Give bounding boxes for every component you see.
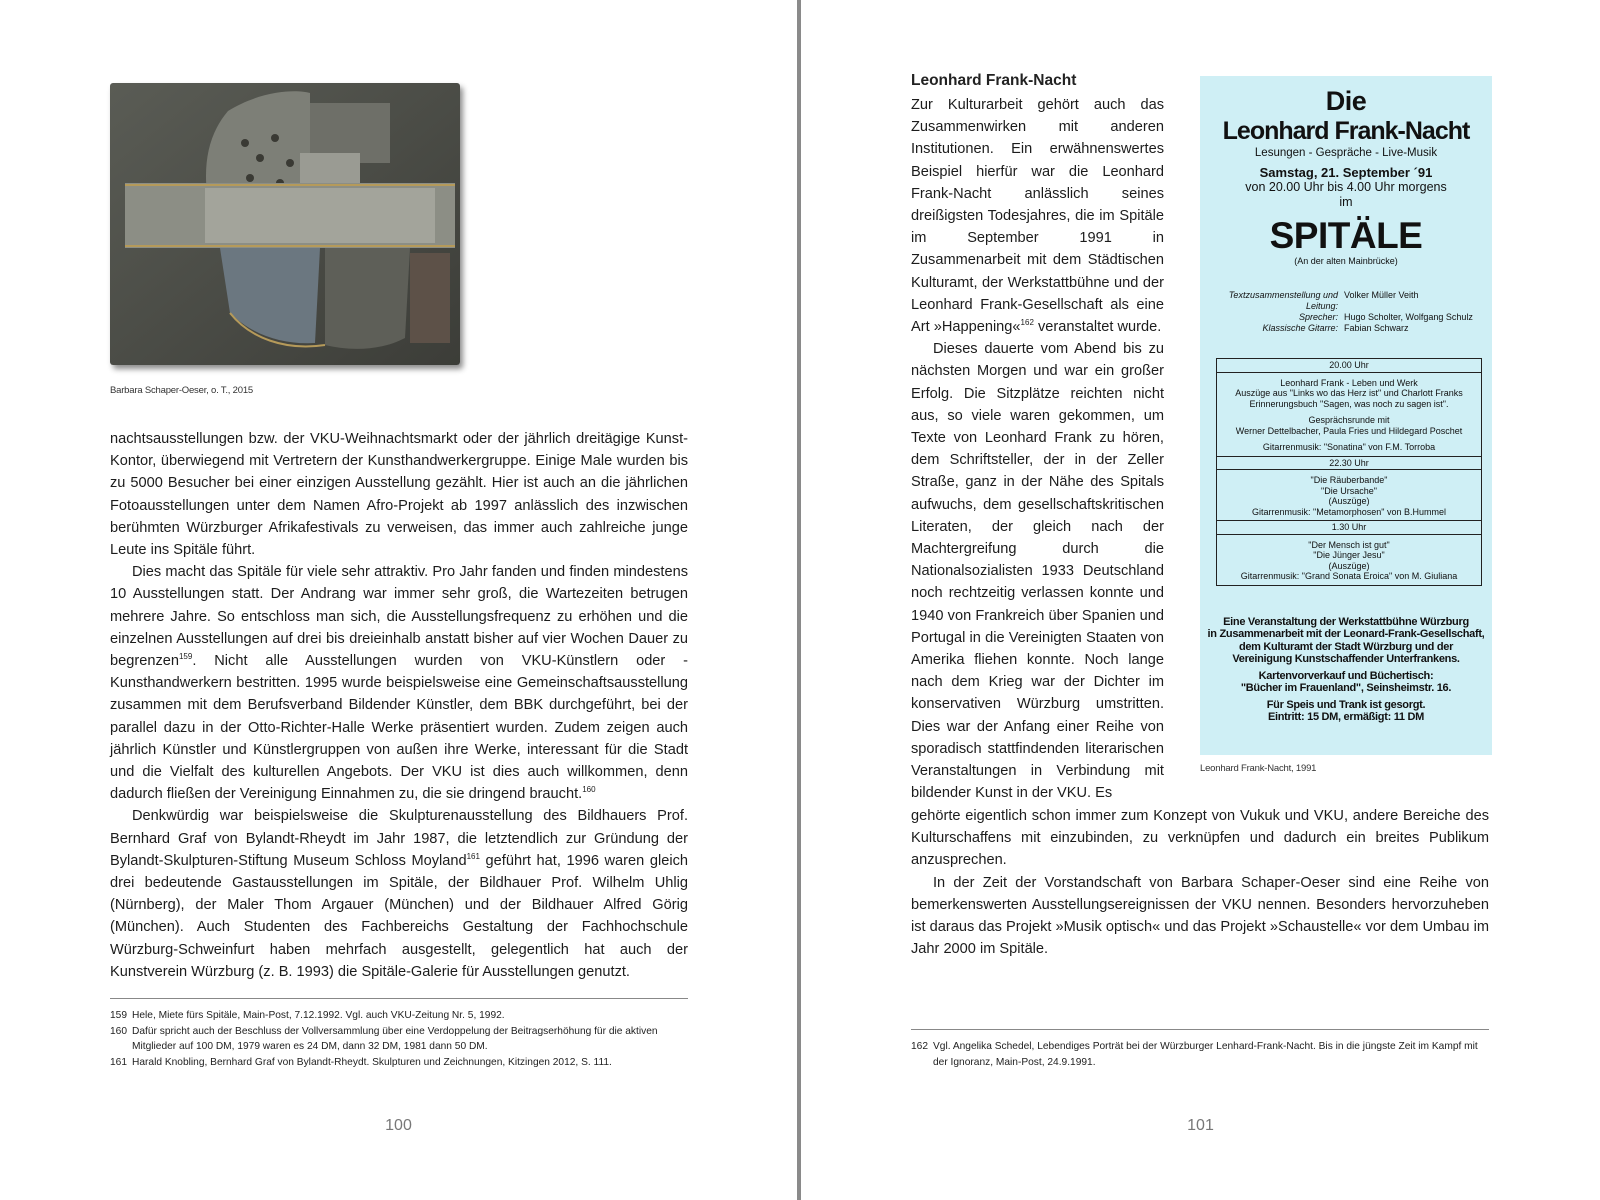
paragraph: In der Zeit der Vorstandschaft von Barbara Schaper-Oeser sind eine Reihe von bemerkenswerten Ausstellungsereignissen der VKU nennen. Besonders hervorzuheben ist daraus das Projekt »Musik optisch« und das Projekt »Schaustelle« vor dem Umbau im Jahr 2000 im Spitäle. [911, 874, 1489, 958]
credit-row: Sprecher: Hugo Scholter, Wolfgang Schulz [1298, 312, 1473, 322]
program-time: 1.30 Uhr [1217, 521, 1481, 535]
figure-caption: Barbara Schaper-Oeser, o. T., 2015 [110, 385, 254, 396]
program-block: "Der Mensch ist gut" "Die Jünger Jesu" (Auszüge) Gitarrenmusik: "Grand Sonata Eroica" von M. Giuliana [1240, 539, 1458, 581]
footnote: 161 Harald Knobling, Bernhard Graf von Bylandt-Rheydt. Skulpturen und Zeichnungen, Kitzingen 2012, S. 111. [110, 1056, 612, 1068]
poster-title: Leonhard Frank-Nacht [1222, 117, 1470, 145]
paragraph: nachtsausstellungen bzw. der VKU-Weihnachtsmarkt oder der jährlich dreitägige Kunst-Kontor, überwiegend mit Vertretern der Kunsthandwerkergruppe. Einige Male wurden bis zu 5000 Besucher bei einer einzigen Ausstellung gezählt. Hier ist auch an die jährlichen Fotoausstellungen unter dem Namen Afro-Projekt ab 1997 anlässlich des inzwischen berühmten Würzburger Afrikafestivals zu verweisen, das immer auch zahlreiche junge Leute ins Spitäle führt. [110, 431, 688, 559]
poster-venue: SPITÄLE [1269, 215, 1423, 256]
footnote-ref[interactable]: 162 [1020, 318, 1034, 328]
poster-footer: Eine Veranstaltung der Werkstattbühne Würzburg in Zusammenarbeit mit der Leonard-Frank-Gesellschaft, dem Kulturamt der Stadt Würzburg und der Vereinigung Kunstschaffender Unterfrankens. Kartenvorverkauf und Büchertisch: "Bücher im Frauenland", Seinsheimstr. 16. Für Speis und Trank ist gesorgt. Eintritt: 15 DM, ermäßigt: 11 DM [1207, 615, 1485, 723]
footnote: 162 Vgl. Angelika Schedel, Lebendiges Porträt bei der Würzburger Lenhard-Frank-Nacht. Bis in die jüngste Zeit im Kampf mit der Ignoranz, Main-Post, 24.9.1991. [911, 1041, 1478, 1068]
credit-row: Klassische Gitarre: Fabian Schwarz [1262, 323, 1409, 333]
right-body-text-wide [911, 805, 1489, 960]
poster-date: Samstag, 21. September ´91 [1259, 165, 1433, 180]
left-body-text [110, 428, 688, 983]
paragraph: Zur Kulturarbeit gehört auch das Zusammenwirken mit anderen Institutionen. Ein erwähnenswertes Beispiel hierfür war die Leonhard Frank-Nacht anlässlich seines dreißigsten Todesjahres, die im Spitäle im September 1991 in Zusammenarbeit mit dem Städtischen Kulturamt, der Werkstattbühne und der Leonhard Frank-Gesellschaft als eine Art »Happening«$^{162}$ veranstaltet wurde. [911, 97, 1164, 336]
poster-venue-sub: (An der alten Mainbrücke) [1294, 256, 1398, 266]
program-block: Leonhard Frank - Leben und Werk Auszüge aus "Links wo das Herz ist" und Charlott Franks Erinnerungsbuch "Sagen, was noch zu sagen ist". Gesprächsrunde mit Werner Dettelbacher, Paula Fries und Hildegard Poschet Gitarrenmusik: "Sonatina" von F.M. Torroba [1217, 373, 1481, 457]
poster-program [1216, 358, 1482, 586]
event-poster [1200, 76, 1492, 755]
paragraph: Dies macht das Spitäle für viele sehr attraktiv. Pro Jahr fanden und finden mindestens 10 Ausstellungen statt. Der Andrang war immer sehr groß, die Wartezeiten betrugen mehrere Jahre. So entschloss man sich, die Ausstellungsfrequenz zu erhöhen und die einzelnen Ausstellungen auf drei bis dreieinhalb anstatt bisher auf vier Wochen Dauer zu begrenzen$^{159}$. Nicht alle Ausstellungen wurden von VKU-Künstlern oder -Kunsthandwerkern bestritten. 1995 wurde beispielsweise eine Gemeinschaftsausstellung zusammen mit dem Berufsverband Bildender Künstler, dem BBK durchgeführt, bei der parallel dazu in der Otto-Richter-Halle Werke präsentiert wurden. Zudem zeigen auch jährlich Künstler und Künstlergruppen von außen ihre Werke, interessant für die Stadt und die Vielfalt des kulturellen Angebots. Der VKU ist dies auch willkommen, denn dadurch fließen der Vereinigung Einnahmen zu, die sie dringend braucht.$^{160}$ [110, 564, 688, 803]
credit-row: Textzusammenstellung und Leitung: Volker Müller Veith [1228, 290, 1419, 311]
poster-time: von 20.00 Uhr bis 4.00 Uhr morgens [1245, 180, 1447, 194]
program-time: 22.30 Uhr [1217, 457, 1481, 471]
paragraph: gehörte eigentlich schon immer zum Konzept von Vukuk und VKU, andere Bereiche des Kulturschaffens mit einzubinden, zu verknüpfen und dadurch ein breites Publikum anzusprechen. [911, 808, 1489, 869]
program-time: 20.00 Uhr [1217, 359, 1481, 373]
artwork-image [110, 83, 460, 365]
footnote-rule [110, 998, 688, 999]
right-footnotes [911, 1039, 1489, 1070]
footnote-ref[interactable]: 159 [178, 652, 193, 662]
metal-relief-artwork [110, 83, 460, 365]
left-page [0, 0, 797, 1200]
program-block: "Die Räuberbande" "Die Ursache" (Auszüge) Gitarrenmusik: "Metamorphosen" von B.Hummel [1217, 470, 1481, 521]
section-heading: Leonhard Frank-Nacht [911, 72, 1077, 89]
footnote-ref[interactable]: 160 [582, 785, 596, 795]
poster-caption: Leonhard Frank-Nacht, 1991 [1200, 763, 1317, 774]
page-number: 100 [385, 1117, 412, 1134]
footnote-ref[interactable]: 161 [466, 851, 480, 861]
footnote: 159 Hele, Miete fürs Spitäle, Main-Post, 7.12.1992. Vgl. auch VKU-Zeitung Nr. 5, 1992. [110, 1010, 505, 1021]
poster-subtitle: Lesungen - Gespräche - Live-Musik [1254, 147, 1438, 159]
paragraph: Dieses dauerte vom Abend bis zu nächsten Morgen und war ein großer Erfolg. Die Sitzplätze reichten nicht aus, so viele waren gekommen, um Texte von Leonhard Frank zu hören, dem Schriftsteller, der in der Zeller Straße, ganz in der Nähe des Spitals aufwuchs, dem gesellschaftskritischen Literaten, der gleich nach der Machtergreifung durch die Nationalsozialisten 1933 Deutschland noch rechtzeitig verlassen konnte und 1940 von Frankreich über Spanien und Portugal in die Vereinigten Staaten von Amerika fliehen konnte. Noch lange nach dem Krieg war der Dichter im konservativen Würzburg umstritten. Dies war der Anfang einer Reihe von sporadisch stattfindenden literarischen Veranstaltungen in Verbindung mit bildender Kunst in der VKU. Es [911, 341, 1164, 802]
footnote-rule [911, 1029, 1489, 1030]
left-footnotes [110, 1008, 688, 1070]
poster-credits [1200, 290, 1492, 334]
page-number: 101 [1187, 1117, 1214, 1134]
paragraph: Denkwürdig war beispielsweise die Skulpturenausstellung des Bildhauers Prof. Bernhard Graf von Bylandt-Rheydt im Jahr 1987, die letztendlich zur Gründung der Bylandt-Skulpturen-Stiftung Museum Schloss Moyland$^{161}$ geführt hat, 1996 waren gleich drei bedeutende Gastausstellungen im Spitäle, der Bildhauer Prof. Wilhelm Uhlig (Nürnberg), der Maler Thom Argauer (München) und der Bildhauer Alfred Görig (München). Auch Studenten des Fachbereichs Gestaltung der Fachhochschule Würzburg-Schweinfurt haben mehrfach ausgestellt, gelegentlich hat auch der Kunstverein Würzburg (z. B. 1993) die Spitäle-Galerie für Ausstellungen genutzt. [110, 808, 688, 980]
poster-title: Die [1325, 86, 1367, 116]
right-body-text-column [911, 94, 1164, 805]
footnote: 160 Dafür spricht auch der Beschluss der Vollversammlung über eine Verdoppelung der Beitragserhöhung für die aktiven Mitglieder auf 100 DM, 1979 waren es 24 DM, dann 32 DM, 1981 dann 50 DM. [110, 1025, 658, 1052]
poster-time-im: im [1339, 195, 1353, 209]
